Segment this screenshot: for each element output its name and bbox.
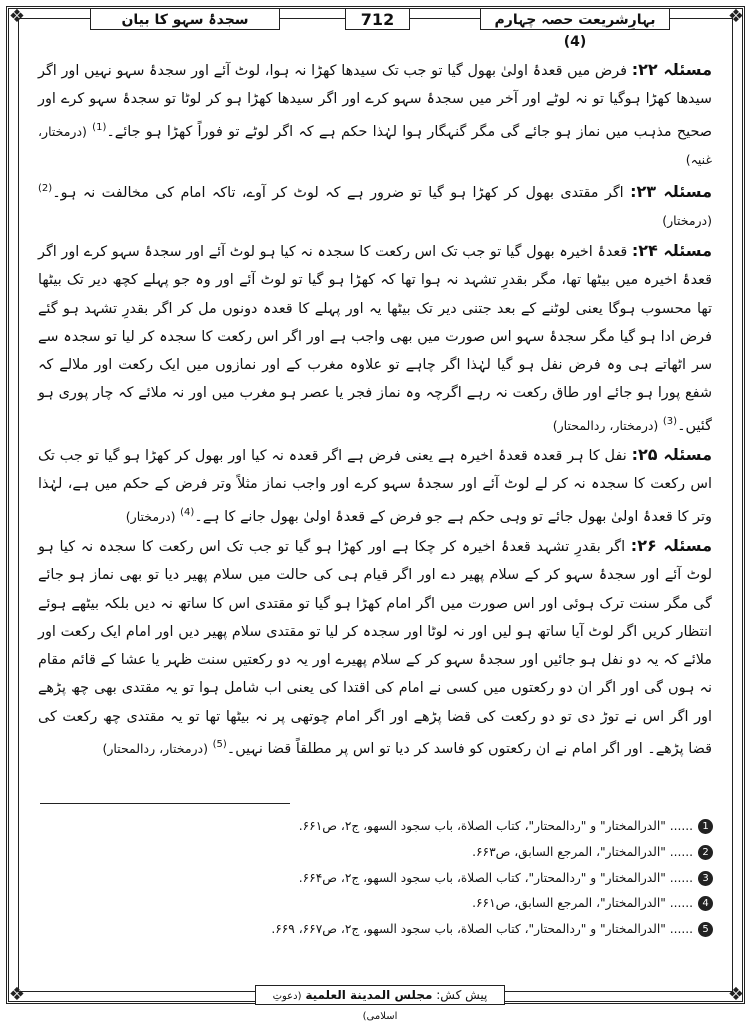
footnote-marker: (3) — [662, 415, 678, 427]
footnote-text: ...... "الدرالمختار" و "ردالمحتار"، كتاب الصلاة، باب سجود السهو، ج۲، ص۶۶۴. — [298, 870, 693, 885]
corner-ornament-icon: ❖ — [727, 6, 745, 27]
corner-ornament-icon: ❖ — [8, 6, 26, 27]
masala-paragraph — [38, 56, 712, 174]
masala-text: اگر بقدرِ تشہد قعدۂ اخیرہ کر چکا ہے اور کھڑا ہو گیا تو جب تک اس رکعت کا سجدہ نہ کیا ہو لوٹ آئے اور سجدۂ سہو کر کے سلام پھیر دے اور اگر قیام ہی کی حالت میں سلام پھیر دیا تو بھی نماز ہو جائے گی مگر سنت ترک ہوئی اور اس صورت میں اگر امام کھڑا ہو گیا تو مقتدی اس کا ساتھ نہ دیں بلکہ بیٹھے ہوئے انتظار کریں اگر لوٹ آیا ساتھ ہو لیں اور نہ لوٹا اور سجدہ کر لیا تو مقتدی سلام پھیر دیں اور امام ایک رکعت اور ملائے کہ یہ دو نفل ہو جائیں اور سجدۂ سہو کر کے سلام پھیرے اور یہ دو رکعتیں سنت ظہر یا عشا کے قائم مقام نہ ہوں گی اور اگر ان دو رکعتوں میں کسی نے امام کی اقتدا کی یعنی اب شامل ہوا تو یہ مقتدی بھی چھ پڑھے اور اگر اس نے توڑ دی تو دو رکعت کی قضا پڑھے اور اگر امام چوتھی پر نہ بیٹھا تھا تو یہ مقتدی چھ رکعت کی قضا پڑھے۔ اور اگر امام نے ان رکعتوں کو فاسد کر دیا تو اس پر مطلقاً قضا نہیں۔ — [38, 539, 712, 757]
footnote-item — [43, 840, 713, 866]
footnote-number: 1 — [698, 819, 713, 834]
book-title: بہارِشریعت حصہ چہارم (4) — [480, 8, 670, 30]
masala-text: قعدۂ اخیرہ بھول گیا تو جب تک اس رکعت کا سجدہ نہ کیا ہو لوٹ آئے اور سجدۂ سہو کرے اور اگر قعدۂ اخیرہ میں بیٹھا تھا، مگر بقدرِ تشہد نہ ہوا تھا کہ کھڑا ہو گیا تو لوٹ آئے اور وہ جو پہلے کچھ دیر تک بیٹھا تھا محسوب ہوگا یعنی لوٹنے کے بعد جتنی دیر تک بیٹھا یہ اور پہلے کا قعدہ دونوں مل کر اگر بقدرِ تشہد ہو گئے فرض ادا ہو گیا مگر سجدۂ سہو اس صورت میں بھی واجب ہے اور اگر اس رکعت کا سجدہ کر لیا تو سجدہ سے سر اٹھاتے ہی وہ فرض نفل ہو گیا لہٰذا اگر چاہے تو علاوہ مغرب کے اور نمازوں میں ایک رکعت اور ملالے کہ شفع پورا ہو جائے اور طاق رکعت نہ رہے اگرچہ وہ نماز فجر یا عصر ہو مغرب میں اور نہ ملائے کہ چار پوری ہو گئیں۔ — [38, 244, 712, 434]
footnote-marker: (5) — [212, 738, 227, 750]
masala-text: نفل کا ہر قعدہ قعدۂ اخیرہ ہے یعنی فرض ہے اگر قعدہ نہ کیا اور بھول کر کھڑا ہو گیا تو جب تک اس رکعت کا سجدہ نہ کر لے لوٹ آئے اور سجدۂ سہو کرے اور واجب نماز مثلاً وتر فرض کے حکم میں ہے، لہٰذا وتر کا قعدۂ اولیٰ بھول جائے تو وہی حکم ہے جو فرض کے قعدۂ اولیٰ بھول جانے کا ہے۔ — [38, 448, 712, 525]
masala-text: اگر مقتدی بھول کر کھڑا ہو گیا تو ضرور ہے کہ لوٹ کر آوے، تاکہ امام کی مخالفت نہ ہو۔ — [52, 185, 624, 202]
footnote-text: ...... "الدرالمختار" و "ردالمحتار"، كتاب الصلاة، باب سجود السهو، ج۲، ص۶۶۱. — [298, 819, 693, 833]
footer-prefix: پیش کش: — [436, 988, 488, 1002]
masala-label: مسئلہ ۲۳: — [630, 182, 712, 202]
footnote-text: ...... "الدرالمختار"، المرجع السابق، ص۶۶۳. — [472, 844, 693, 859]
source-reference: (درمختار) — [662, 213, 712, 229]
footer-org: مجلس المدينة العلمية — [305, 988, 433, 1002]
footnote-marker: (2) — [38, 183, 53, 195]
footnote-marker: (1) — [92, 121, 107, 133]
page-header — [90, 8, 670, 50]
footnotes — [43, 814, 713, 943]
masala-label: مسئلہ ۲۵: — [631, 445, 712, 465]
publisher-footer — [255, 985, 505, 1022]
footnote-item — [43, 814, 713, 840]
masala-label: مسئلہ ۲۶: — [630, 536, 712, 556]
page-number: 712 — [345, 8, 410, 30]
masala-paragraph — [38, 237, 712, 440]
footnote-number: 2 — [698, 845, 713, 860]
corner-ornament-icon: ❖ — [8, 984, 26, 1005]
footnote-text: ...... "الدرالمختار"، المرجع السابق، ص۶۶۱. — [472, 896, 693, 911]
masala-paragraph — [38, 175, 712, 235]
masala-label: مسئلہ ۲۲: — [631, 60, 712, 79]
masala-label: مسئلہ ۲۴: — [631, 241, 712, 261]
masala-paragraph — [38, 532, 712, 763]
footnote-number: 5 — [698, 922, 713, 937]
corner-ornament-icon: ❖ — [727, 984, 745, 1005]
footnote-item — [43, 866, 713, 892]
chapter-title: سجدۂ سہو کا بیان — [90, 8, 280, 30]
footnote-item — [43, 917, 713, 943]
masala-text: فرض میں قعدۂ اولیٰ بھول گیا تو جب تک سیدھا کھڑا نہ ہوا، لوٹ آئے اور سجدۂ سہو نہیں اور اگر سیدھا کھڑا ہوگیا تو نہ لوٹے اور آخر میں سجدۂ سہو کرے اور اگر سیدھا کھڑا ہو کر لوٹا تو سجدۂ سہو کرے اور صحیح مذہب میں نماز ہو جائے گی مگر گنہگار ہوا لہٰذا حکم ہے کہ اگر لوٹے تو فوراً کھڑا ہو جائے۔ — [38, 63, 712, 140]
footnote-item — [43, 891, 713, 917]
source-reference: (درمختار، ردالمحتار) — [102, 740, 208, 756]
footnote-number: 4 — [698, 896, 713, 911]
source-reference: (درمختار، غنیہ) — [38, 123, 712, 167]
masala-paragraph — [38, 441, 712, 531]
footer-suffix: (دعوتِ اسلامی) — [272, 991, 398, 1022]
source-reference: (درمختار، ردالمحتار) — [552, 417, 659, 433]
footnote-number: 3 — [698, 871, 713, 886]
source-reference: (درمختار) — [125, 508, 176, 524]
footnote-text: ...... "الدرالمختار" و "ردالمحتار"، كتاب الصلاة، باب سجود السهو، ج۲، ص۶۶۷، ۶۶۹. — [271, 922, 693, 937]
footnote-separator — [40, 803, 290, 804]
main-text — [38, 56, 712, 764]
footnote-marker: (4) — [180, 506, 195, 518]
